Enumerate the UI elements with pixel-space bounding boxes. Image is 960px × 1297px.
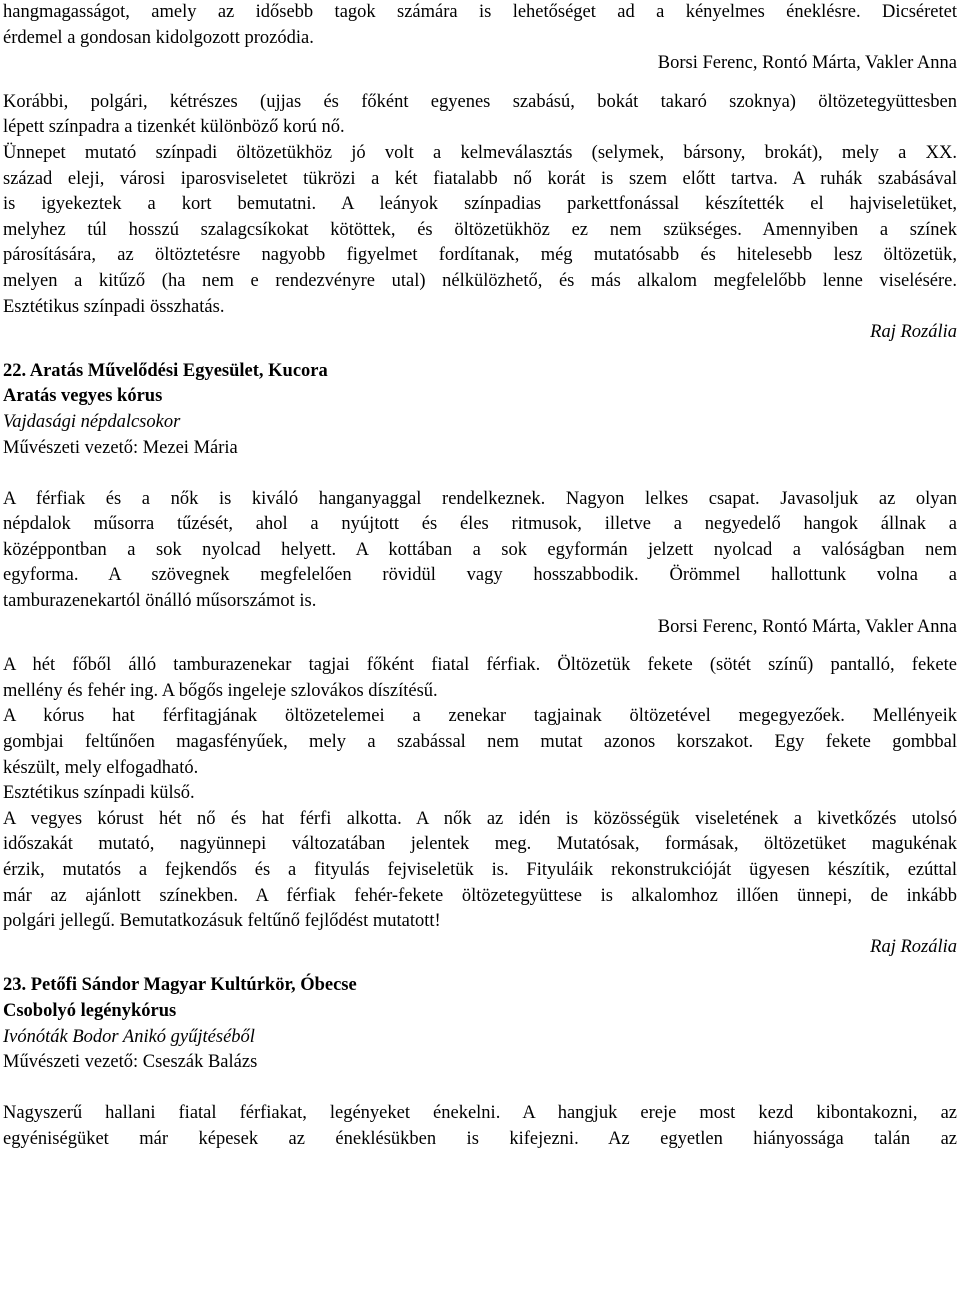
- paragraph-line: gombjai feltűnően magasfényűek, mely a szabással nem mutat azonos korszakot. Egy fekete gombbal: [3, 732, 957, 753]
- document-page: [3, 0, 957, 1153]
- paragraph-line: is igyekeztek a kort bemutatni. A leányok színpadias parkettfonással készítették el hajviseletüket,: [3, 194, 957, 215]
- entry-number: 23.: [3, 975, 27, 996]
- paragraph-line: középpontban a sok nyolcad helyett. A kottában a sok egyformán jelzett nyolcad a valóságban nem: [3, 539, 957, 560]
- paragraph-line: Ünnepet mutató színpadi öltözetükhöz jó volt a kelmeválasztás (selymek, bársony, brokát), mely a XX.: [3, 142, 957, 163]
- paragraph-line: egyforma. A szövegnek megfelelően rövidül vagy hosszabbodik. Örömmel hallottunk volna a: [3, 565, 957, 586]
- entry-heading: [3, 359, 957, 385]
- paragraph-line: időszakát mutató, nagyünnepi változatában jelentek meg. Mutatósak, formásak, öltözetüket magukénak: [3, 834, 957, 855]
- paragraph-line: polgári jellegű. Bemutatkozásuk feltűnő fejlődést mutatott!: [3, 911, 441, 932]
- paragraph-line: tamburazenekartól önálló műsorszámot is.: [3, 591, 317, 612]
- paragraph-line: Korábbi, polgári, kétrészes (ujjas és főként egyenes szabású, bokát takaró szoknya) öltözetegyüttesben: [3, 91, 957, 112]
- paragraph-line: egyéniségüket már képesek az éneklésükben is kifejezni. Az egyetlen hiányossága talán az: [3, 1128, 957, 1149]
- paragraph-line: népdalok műsorra tűzését, ahol a nyújtott és éles ritmusok, illetve a negyedelő hangok állnak a: [3, 514, 957, 535]
- paragraph-line: melyen a kitűző (ha nem e rendezvényre utal) nélkülözhető, és más alkalom megfelelőbb lenne viselésére.: [3, 270, 957, 291]
- paragraph-line: lépett színpadra a tizenkét különböző korú nő.: [3, 117, 345, 138]
- paragraph-line: készült, mely elfogadható.: [3, 757, 199, 778]
- paragraph-line: A férfiak és a nők is kiváló hanganyaggal rendelkeznek. Nagyon lelkes csapat. Javasoljuk az olyan: [3, 488, 957, 509]
- entry-group: Csobolyó legénykórus: [3, 1000, 177, 1021]
- paragraph-line: melyhez túl hosszú szalagcsíkokat kötöttek, és öltözetükhöz ez nem szükséges. Amennyiben a színek: [3, 219, 957, 240]
- paragraph-line: mellény és fehér ing. A bőgős ingeleje szlovákos díszítésű.: [3, 680, 438, 701]
- paragraph-line: Esztétikus színpadi összhatás.: [3, 296, 225, 317]
- paragraph-line: század eleji, városi iparosviseletet tükrözi a két fiatalabb nő korát is szem előtt tartva. A ruhák szabásával: [3, 168, 957, 189]
- paragraph-line: A kórus hat férfitagjának öltözetelemei a zenekar tagjainak öltözetével megegyezőek. Mellényeik: [3, 706, 957, 727]
- entry-number: 22.: [3, 360, 27, 381]
- reviewer-signature: Borsi Ferenc, Rontó Márta, Vakler Anna: [657, 616, 957, 637]
- entry-director: Művészeti vezető: Cseszák Balázs: [3, 1052, 258, 1073]
- paragraph-line: érzik, mutatós a fejkendős és a fityulás fejviseletük is. Fityuláik rekonstrukcióját ügyesen készítik, ezúttal: [3, 860, 957, 880]
- paragraph-line: hangmagasságot, amely az idősebb tagok számára is lehetőséget ad a kényelmes éneklésre. Dicséretet: [3, 2, 957, 22]
- paragraph-line: párosítására, az öltöztetésre nagyobb figyelmet fordítanak, még mutatósabb és hitelesebb lesz öltözetük,: [3, 245, 957, 266]
- paragraph-line: Nagyszerű hallani fiatal férfiakat, legényeket énekelni. A hangjuk ereje most kezd kibontakozni, az: [3, 1103, 957, 1124]
- entry-title: Petőfi Sándor Magyar Kultúrkör, Óbecse: [30, 975, 357, 996]
- entry-heading: [3, 973, 957, 999]
- reviewer-signature: Raj Rozália: [870, 936, 957, 957]
- entry-group: Aratás vegyes kórus: [3, 386, 163, 407]
- reviewer-signature: Raj Rozália: [870, 322, 957, 343]
- paragraph-line: A hét főből álló tamburazenekar tagjai főként fiatal férfiak. Öltözetük fekete (sötét színű) pantalló, fekete: [3, 655, 957, 676]
- paragraph-line: A vegyes kórust hét nő és hat férfi alkotta. A nők az idén is közösségük viseletének a kivetkőzés utolsó: [3, 808, 957, 829]
- entry-piece: Ivónóták Bodor Anikó gyűjtéséből: [3, 1026, 255, 1047]
- entry-director: Művészeti vezető: Mezei Mária: [3, 437, 238, 458]
- reviewer-signature: Borsi Ferenc, Rontó Márta, Vakler Anna: [657, 53, 957, 74]
- paragraph-line: Esztétikus színpadi külső.: [3, 783, 195, 804]
- paragraph-line: érdemel a gondosan kidolgozott prozódia.: [3, 27, 314, 48]
- entry-piece: Vajdasági népdalcsokor: [3, 411, 181, 432]
- entry-title: Aratás Művelődési Egyesület, Kucora: [29, 360, 328, 381]
- paragraph-line: már az ajánlott színekben. A férfiak fehér-fekete öltözetegyüttese is alkalomhoz illően ünnepi, de inkább: [3, 885, 957, 906]
